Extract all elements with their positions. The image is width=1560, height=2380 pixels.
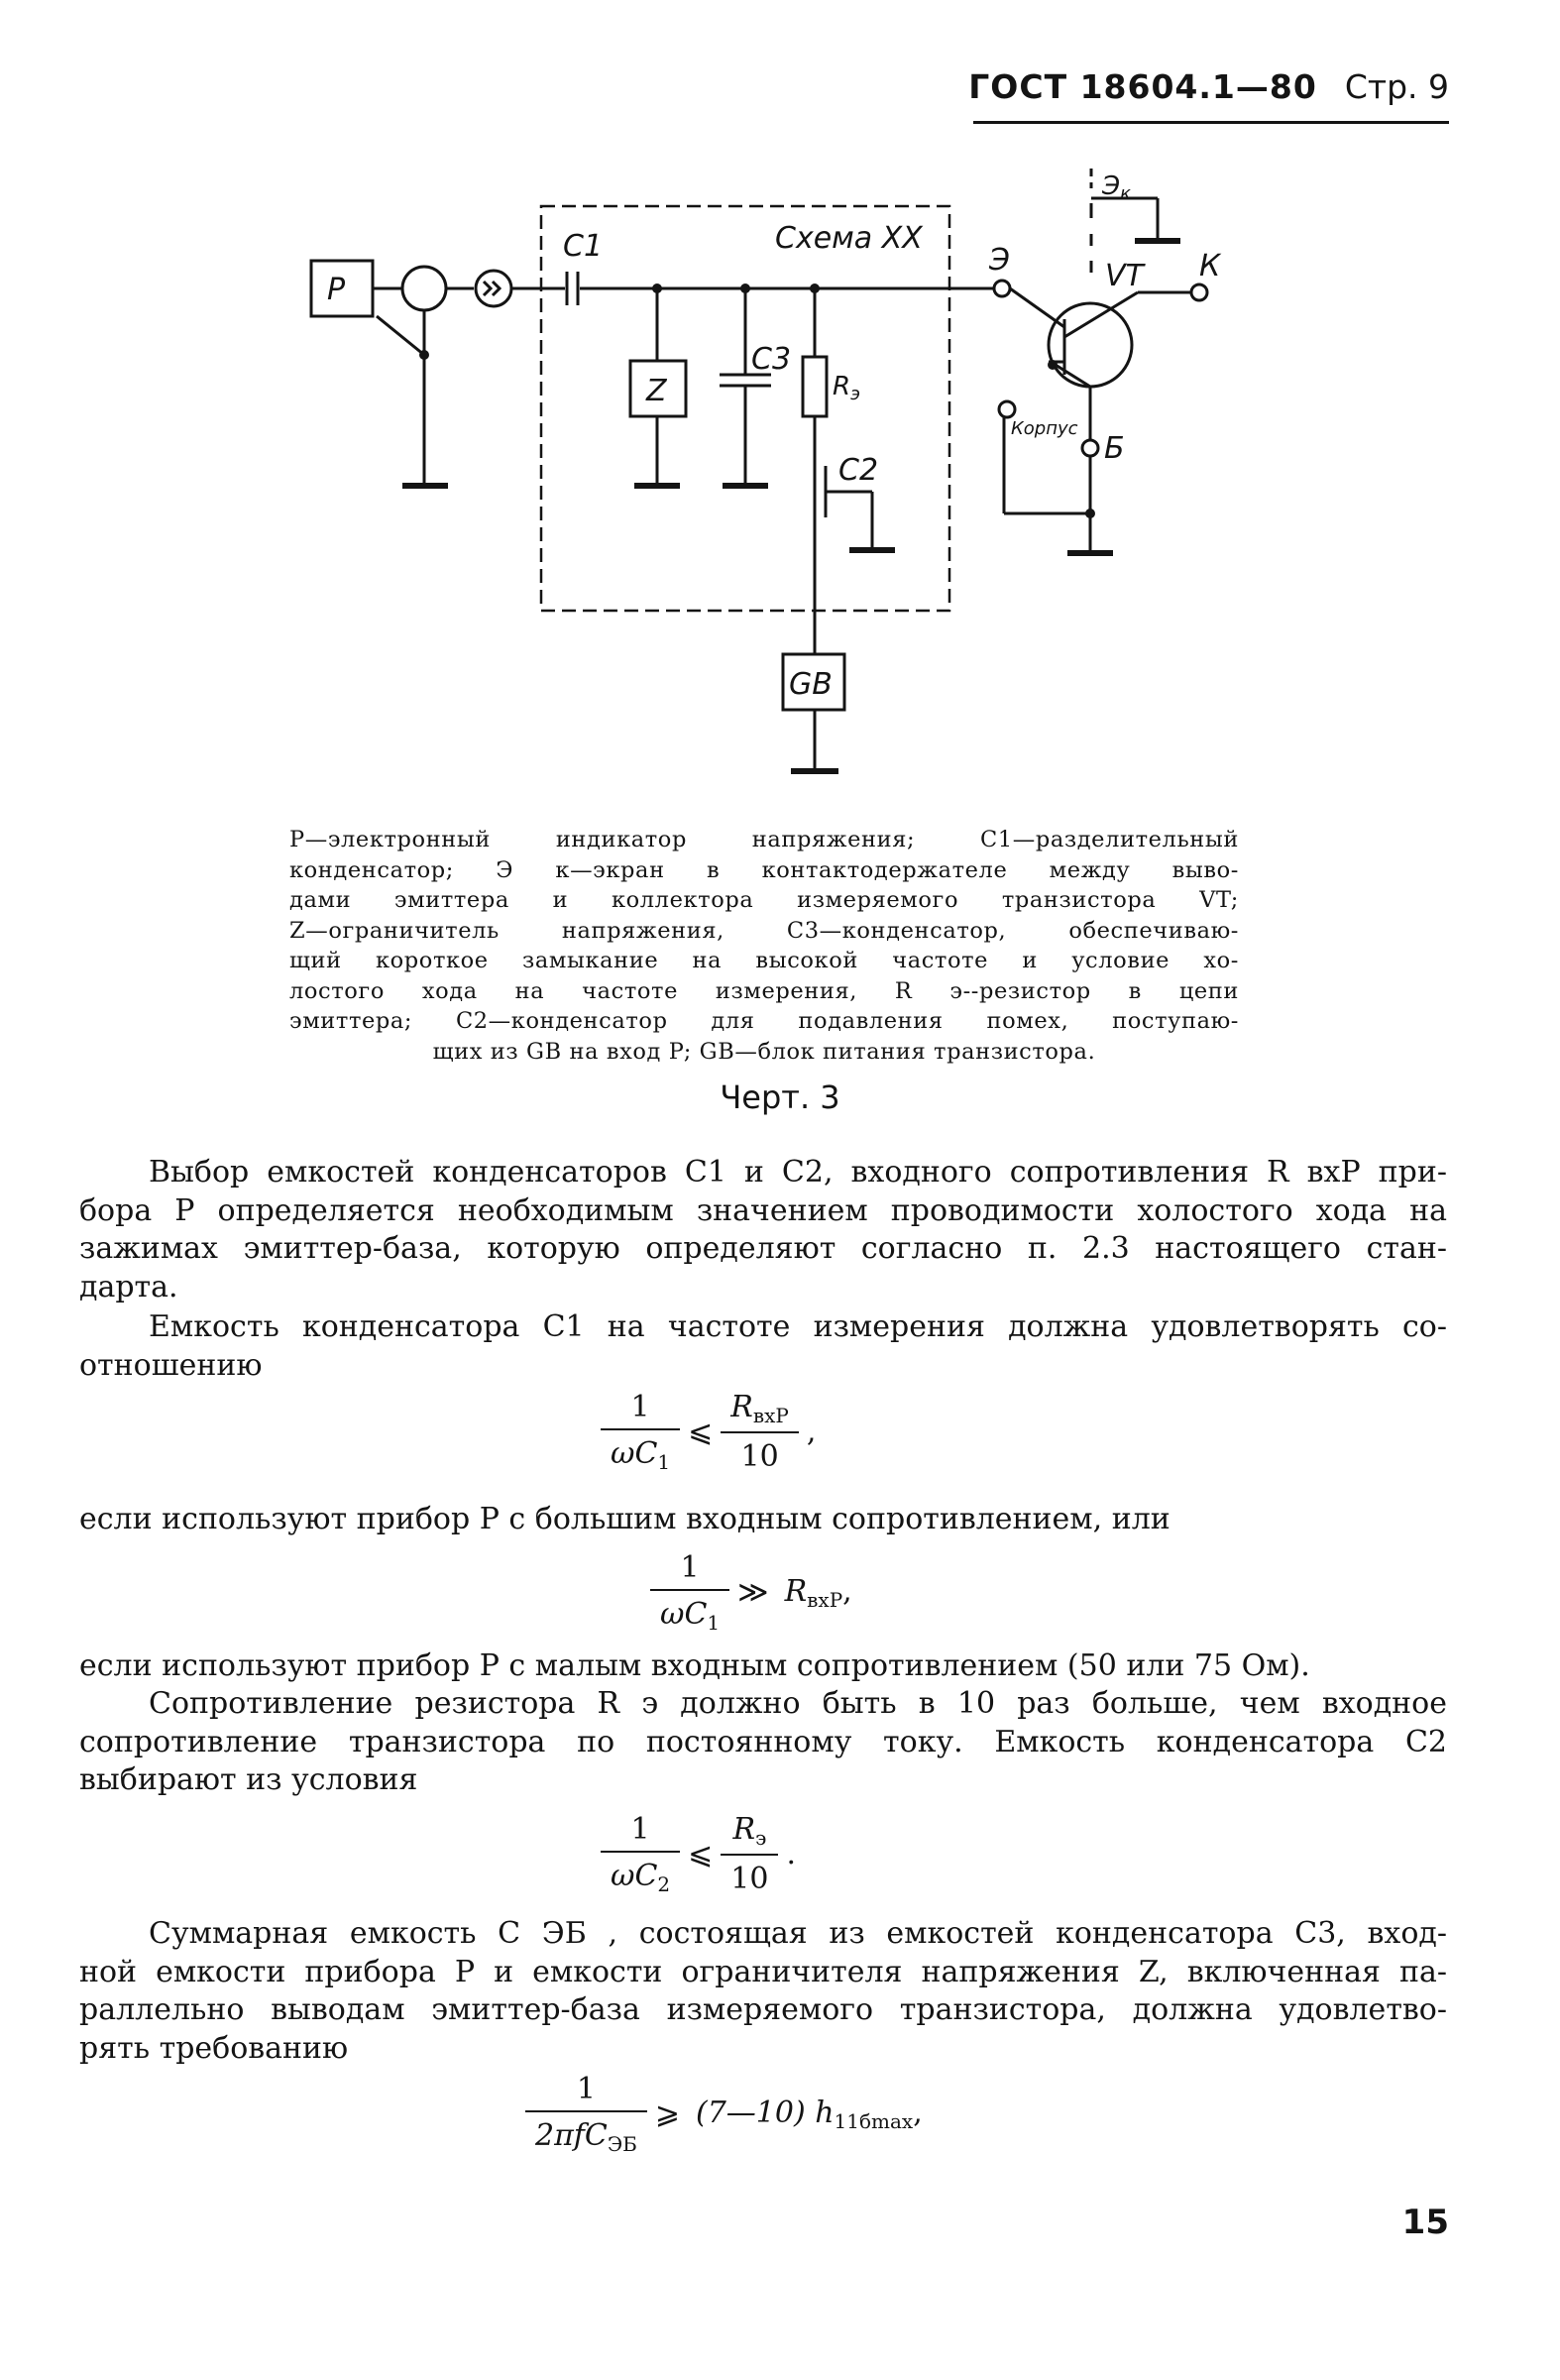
coupling-element	[402, 267, 446, 310]
paragraph-4	[79, 1647, 1447, 1686]
text-line: Емкость конденсатора C1 на частоте измерения должна удовлетворять со-	[149, 1309, 1447, 1344]
coaxial-connector	[476, 271, 511, 306]
transistor-vt	[1049, 303, 1132, 387]
caption-line: лостого хода на частоте измерения, R э--резистор в цепи	[289, 977, 1239, 1004]
label-gb: GB	[789, 667, 833, 702]
text-line: Выбор емкостей конденсаторов C1 и C2, входного сопротивления R вхP при-	[149, 1155, 1447, 1190]
fraction: $\frac{R_э}{10}$	[721, 1812, 778, 1896]
caption-line: щий короткое замыкание на высокой частоте и условие хо-	[289, 948, 1239, 973]
caption-line: Z—ограничитель напряжения, C3—конденсатор, обеспечиваю-	[289, 917, 1239, 944]
fraction: $\frac{1}{\omega C_1}$	[650, 1550, 729, 1635]
fraction: $\frac{1}{\omega C_2}$	[601, 1812, 680, 1896]
page-indicator: Стр. 9	[1344, 67, 1449, 106]
text-line: если используют прибор P с большим входным сопротивлением, или	[79, 1502, 1170, 1536]
label-c1: C1	[563, 229, 604, 264]
caption-line: P—электронный индикатор напряжения; C1—разделительный	[289, 827, 1239, 852]
text-line: бора P определяется необходимым значением проводимости холостого хода на	[79, 1192, 1447, 1228]
junction-dot	[652, 283, 662, 293]
formula-3: $\frac{1}{\omega C_2}$ ⩽ $\frac{R_э}{10}$ .	[601, 1812, 804, 1896]
fraction: $\frac{1}{\omega C_1}$	[601, 1390, 680, 1474]
label-screen: Эк	[1102, 171, 1132, 204]
circuit-schematic	[0, 0, 1560, 813]
figure-caption	[289, 825, 1239, 1067]
paragraph-1	[79, 1154, 1447, 1306]
text-line: ной емкости прибора P и емкости ограничителя напряжения Z, включенная па-	[79, 1954, 1447, 1989]
label-vt: VT	[1105, 259, 1144, 293]
junction-dot	[810, 283, 820, 293]
standard-number: ГОСТ 18604.1—80	[968, 67, 1317, 106]
formula-2: $\frac{1}{\omega C_1}$ ≫ $R_{вхP}$,	[650, 1550, 860, 1635]
junction-dot	[1085, 509, 1095, 518]
caption-line: эмиттера; C2—конденсатор для подавления помех, поступаю-	[289, 1008, 1239, 1034]
caption-line: конденсатор; Э к—экран в контактодержателе между выво-	[289, 856, 1239, 883]
fraction: $\frac{R_{вхP}}{10}$	[721, 1390, 799, 1474]
figure-label: Черт. 3	[720, 1078, 840, 1116]
label-collector: К	[1199, 249, 1221, 283]
label-c3: C3	[751, 342, 792, 377]
paragraph-2	[79, 1308, 1447, 1385]
label-case: Корпус	[1011, 418, 1078, 439]
label-base: Б	[1104, 431, 1125, 466]
text-line: если используют прибор P с малым входным сопротивлением (50 или 75 Ом).	[79, 1648, 1310, 1683]
junction-dot	[1048, 360, 1058, 370]
formula-4: $\frac{1}{2\pi fC_{ЭБ}}$ ⩾ (7—10) $h_{11бmax}$,	[525, 2072, 931, 2156]
text-line: дарта.	[79, 1269, 178, 1304]
paragraph-3	[79, 1501, 1447, 1539]
junction-dot	[419, 350, 429, 360]
label-scheme: Схема XX	[775, 221, 923, 256]
paragraph-5	[79, 1685, 1447, 1800]
text-line: зажимах эмиттер-база, которую определяют согласно п. 2.3 настоящего стан-	[79, 1231, 1447, 1266]
caption-line: щих из GB на вход P; GB—блок питания транзистора.	[432, 1038, 1096, 1065]
label-p: P	[327, 273, 346, 307]
terminal-case	[999, 401, 1015, 417]
formula-1: $\frac{1}{\omega C_1}$ ⩽ $\frac{R_{вхP}}{10}$ ,	[601, 1390, 824, 1474]
caption-line: дами эмиттера и коллектора измеряемого транзистора VT;	[289, 887, 1239, 913]
text-line: рять требованию	[79, 2030, 349, 2066]
text-line: Сопротивление резистора R э должно быть в 10 раз больше, чем входное	[149, 1686, 1447, 1721]
label-c2: C2	[838, 453, 879, 488]
page-number: 15	[1401, 2203, 1449, 2242]
label-emitter: Э	[989, 243, 1010, 278]
label-z: Z	[646, 374, 667, 408]
text-line: сопротивление транзистора по постоянному току. Емкость конденсатора C2	[79, 1724, 1447, 1759]
terminal-emitter	[994, 281, 1010, 296]
text-line: раллельно выводам эмиттер-база измеряемого транзистора, должна удовлетво-	[79, 1992, 1447, 2027]
text-line: выбирают из условия	[79, 1762, 418, 1797]
label-re: Rэ	[833, 372, 860, 404]
fraction: $\frac{1}{2\pi fC_{ЭБ}}$	[525, 2072, 647, 2156]
resistor-re	[803, 357, 827, 416]
junction-dot	[740, 283, 750, 293]
text-line: отношению	[79, 1347, 263, 1383]
terminal-collector	[1191, 284, 1207, 300]
paragraph-6	[79, 1915, 1447, 2068]
text-line: Суммарная емкость C ЭБ , состоящая из емкостей конденсатора C3, вход-	[149, 1916, 1447, 1951]
terminal-base	[1082, 440, 1098, 456]
